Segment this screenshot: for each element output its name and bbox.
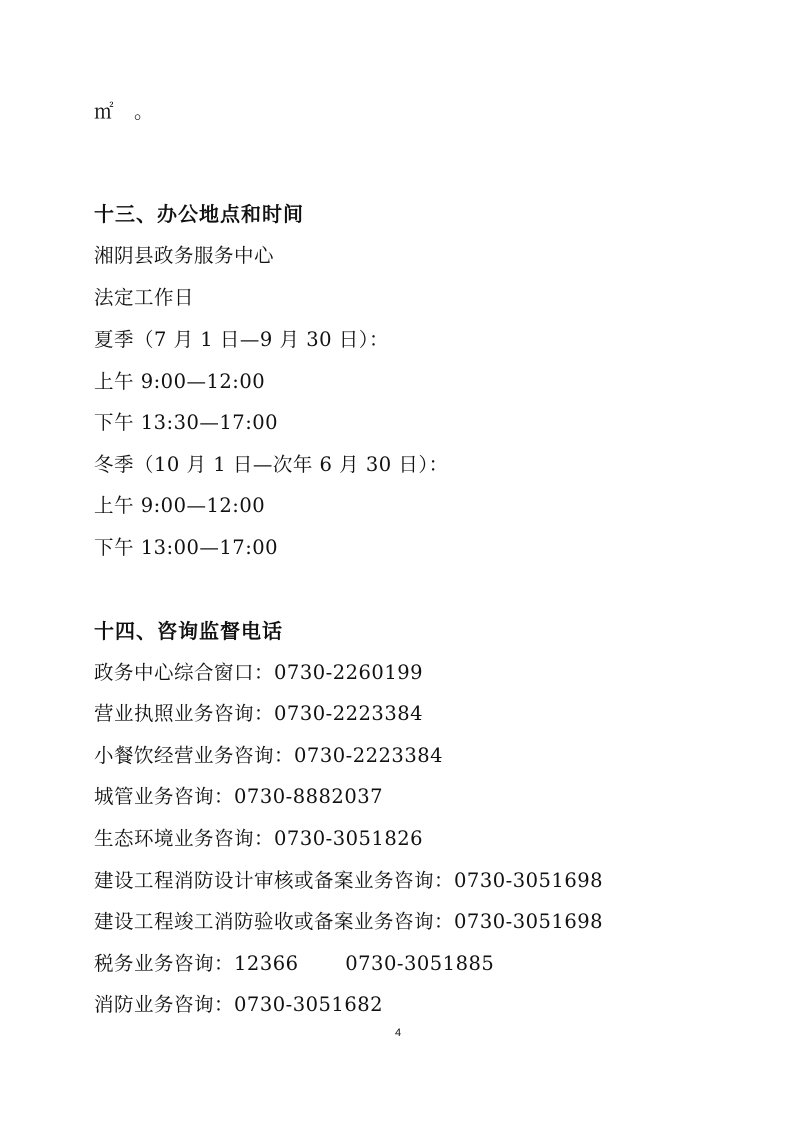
section-13-heading: 十三、办公地点和时间 [94, 202, 304, 226]
winter-schedule-label: 冬季（10 月 1 日—次年 6 月 30 日）： [94, 453, 449, 476]
contact-line: 营业执照业务咨询：0730-2223384 [94, 702, 424, 725]
page-number: 4 [394, 1027, 402, 1039]
contact-line: 政务中心综合窗口：0730-2260199 [94, 661, 424, 684]
summer-morning-hours: 上午 9:00—12:00 [94, 370, 266, 393]
winter-morning-hours: 上午 9:00—12:00 [94, 494, 266, 517]
section-14-heading: 十四、咨询监督电话 [94, 619, 283, 643]
winter-afternoon-hours: 下午 13:00—17:00 [94, 536, 279, 559]
contact-line: 城管业务咨询：0730-8882037 [94, 785, 384, 808]
contact-line: 税务业务咨询：12366 0730-3051885 [94, 952, 495, 975]
contact-line: 建设工程竣工消防验收或备案业务咨询：0730-3051698 [94, 910, 604, 933]
summer-afternoon-hours: 下午 13:30—17:00 [94, 411, 279, 434]
contact-line: 小餐饮经营业务咨询：0730-2223384 [94, 744, 444, 767]
working-days-label: 法定工作日 [94, 286, 195, 309]
contact-line: 消防业务咨询：0730-3051682 [94, 993, 384, 1016]
summer-schedule-label: 夏季（7 月 1 日—9 月 30 日）： [94, 328, 389, 351]
contact-line: 生态环境业务咨询：0730-3051826 [94, 827, 424, 850]
contact-line: 建设工程消防设计审核或备案业务咨询：0730-3051698 [94, 869, 604, 892]
area-unit-fragment: ㎡ 。 [94, 100, 155, 123]
office-location: 湘阴县政务服务中心 [94, 244, 275, 267]
